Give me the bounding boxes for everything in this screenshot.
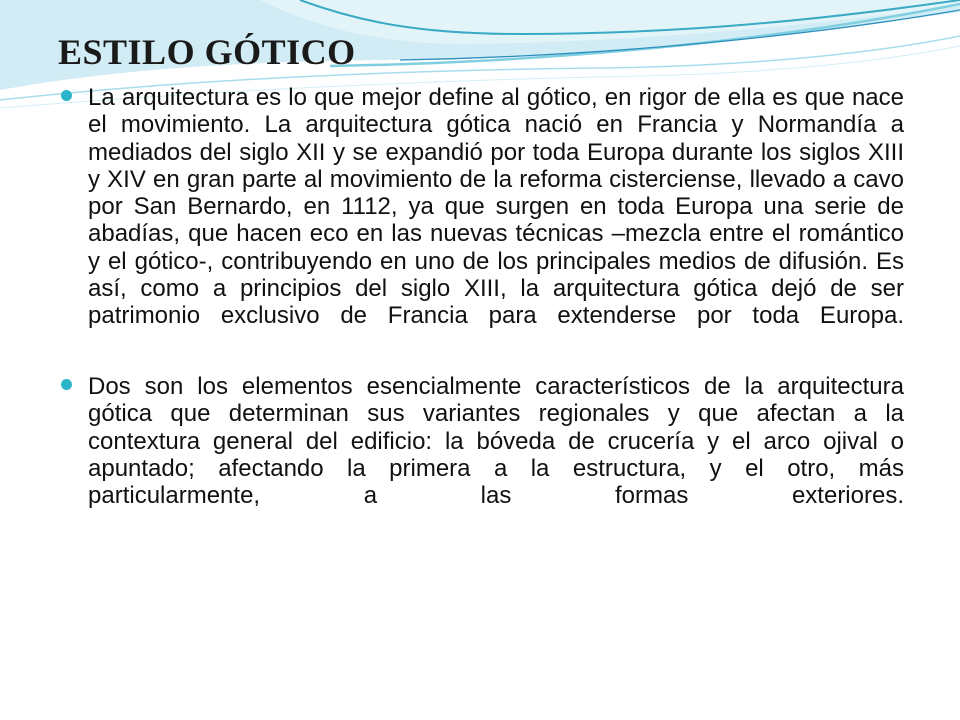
- bullet-dot-icon: [61, 379, 72, 390]
- bullet-list: [60, 84, 904, 553]
- slide-title: ESTILO GÓTICO: [58, 32, 356, 72]
- bullet-text: La arquitectura es lo que mejor define al gótico, en rigor de ella es que nace el movimiento. La arquitectura gótica nació en Francia y Normandía a mediados del siglo XII y se expandió por toda Europa durante los siglos XIII y XIV en gran parte al movimiento de la reforma cisterciense, llevado a cavo por San Bernardo, en 1112, ya que surgen en toda Europa una serie de abadías, que hacen eco en las nuevas técnicas –mezcla entre el romántico y el gótico-, contribuyendo en uno de los principales medios de difusión. Es así, como a principios del siglo XIII, la arquitectura gótica dejó de ser patrimonio exclusivo de Francia para extenderse por toda Europa.: [88, 84, 904, 330]
- bullet-text: Dos son los elementos esencialmente característicos de la arquitectura gótica que determinan sus variantes regionales y que afectan a la contextura general del edificio: la bóveda de crucería y el arco ojival o apuntado; afectando la primera a la estructura, y el otro, más particularmente, a las formas exteriores.: [88, 372, 904, 510]
- bullet-dot-icon: [61, 90, 72, 101]
- bullet-item: [60, 373, 904, 537]
- bullet-item: [60, 84, 904, 357]
